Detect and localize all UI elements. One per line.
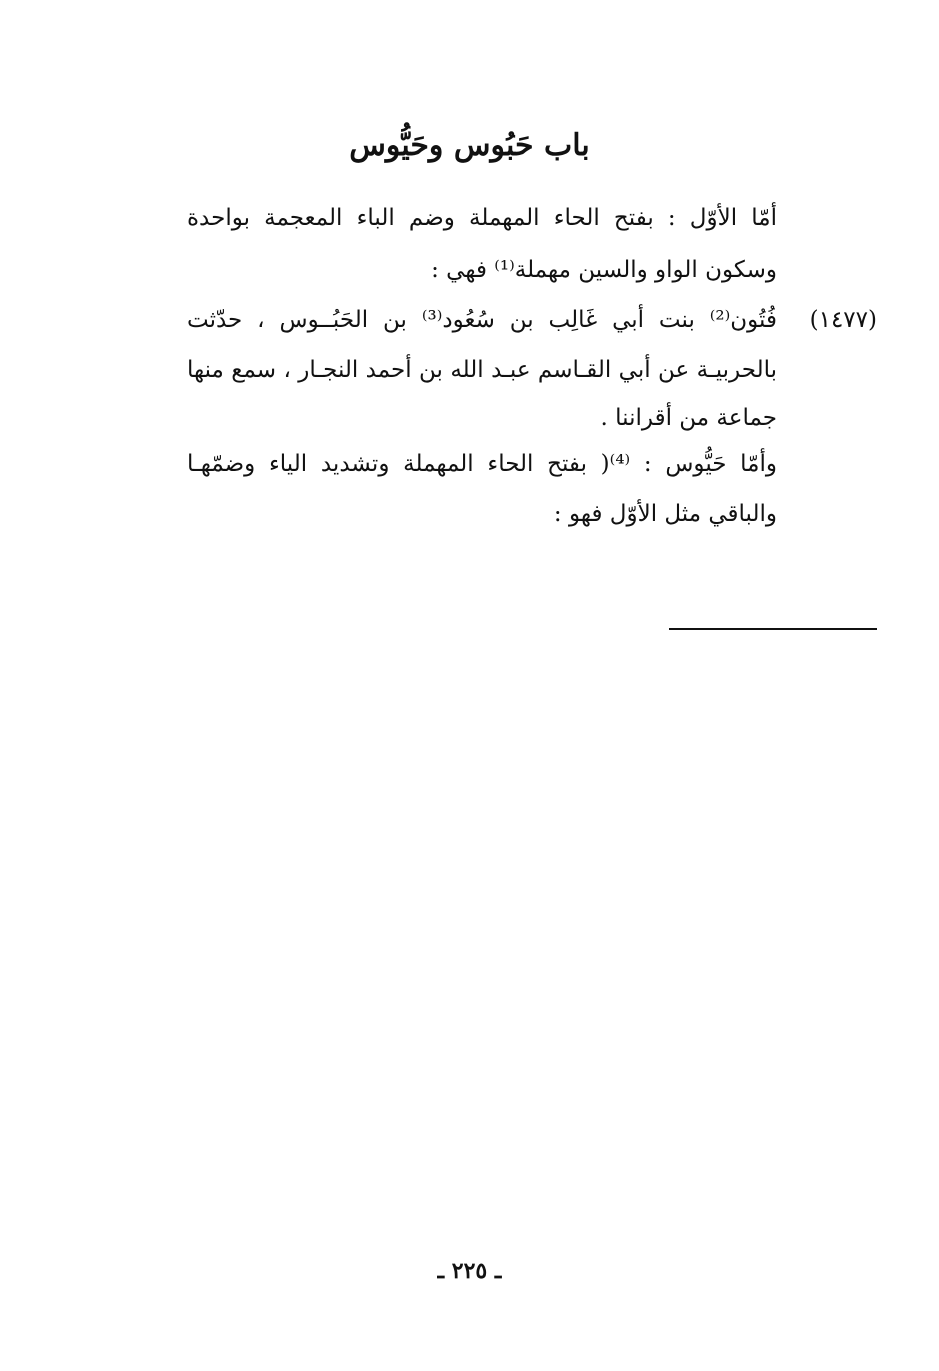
footnote-divider — [669, 628, 877, 630]
main-line: وأمّا حَيُّوس : ⁽⁴⁾( بفتح الحاء المهملة وتشديد الياء وضمّهـا — [187, 451, 778, 477]
main-line: أمّا الأوّل : بفتح الحاء المهملة وضم الباء المعجمة بواحدة — [187, 205, 777, 231]
main-line: فُتُون⁽²⁾ بنت أبي غَالِب بن سُعُود⁽³⁾ بن الحَبُــوس ، حدّثت — [187, 307, 777, 333]
page-number: ـ ٢٢٥ ـ — [437, 1258, 502, 1284]
main-line: جماعة من أقراننا . — [600, 405, 777, 431]
chapter-title: باب حَبُوس وحَيُّوس — [349, 128, 590, 163]
main-line: وسكون الواو والسين مهملة⁽¹⁾ فهي : — [431, 257, 777, 283]
main-line: والباقي مثل الأوّل فهو : — [553, 501, 777, 527]
entry-number: (١٤٧٧) — [809, 307, 877, 333]
main-line: بالحربيـة عن أبي القـاسم عبـد الله بن أحمد النجـار ، سمع منها — [187, 357, 777, 383]
